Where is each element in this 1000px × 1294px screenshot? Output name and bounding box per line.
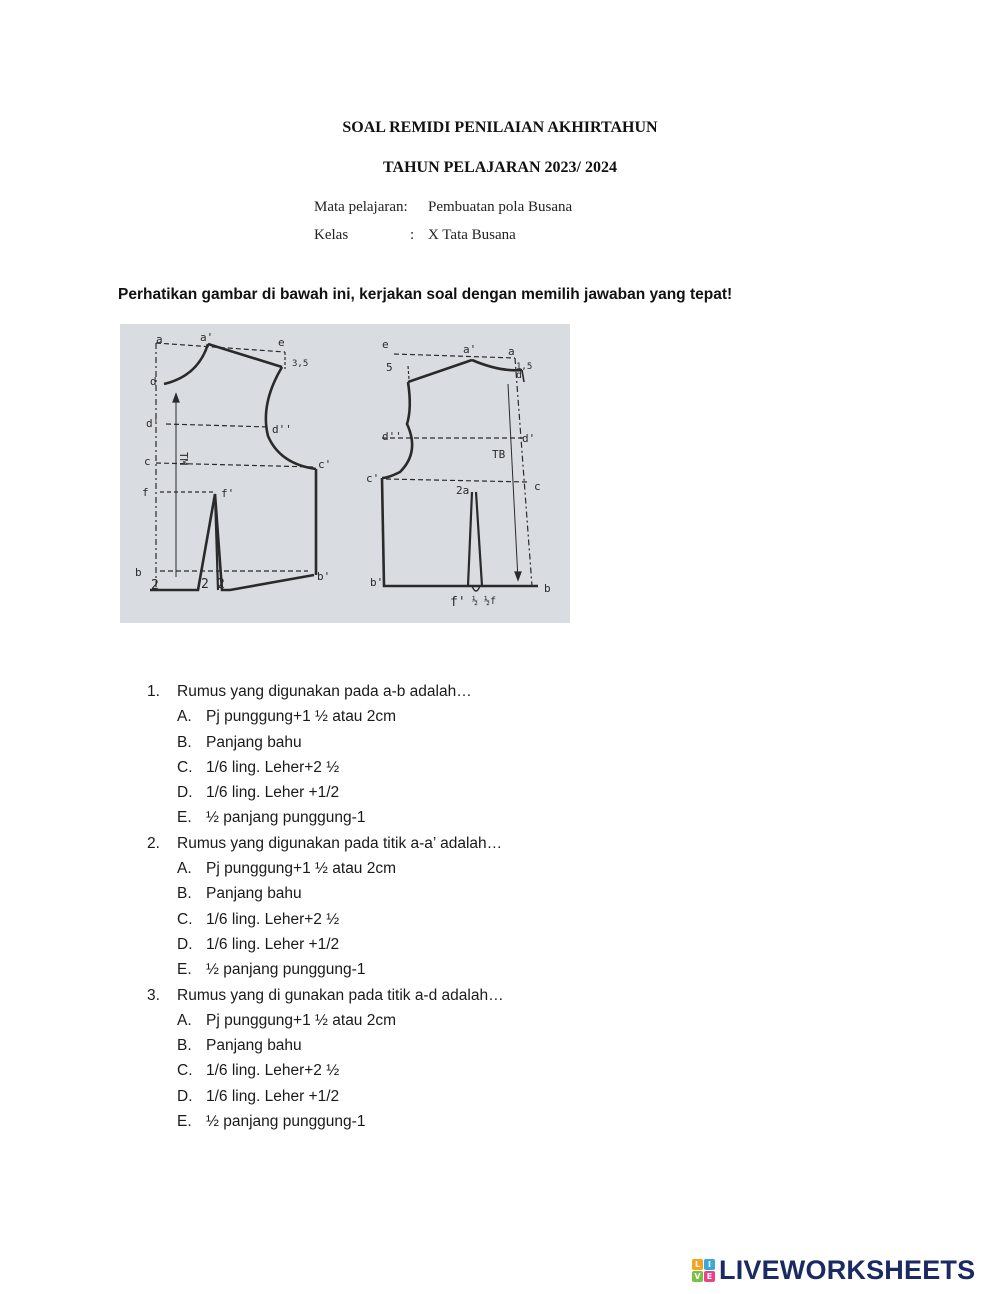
front-label-2a: 2a [456,484,470,497]
option-3c[interactable] [0,1062,1000,1087]
option-1b[interactable] [0,734,1000,759]
logo-mark-i: I [704,1259,715,1270]
back-label-c-prime: c' [318,458,332,471]
option-text: 1/6 ling. Leher +1/2 [206,1087,340,1105]
logo-mark-v: V [692,1271,703,1282]
option-3e[interactable] [0,1113,1000,1138]
back-label-a-prime: a' [200,331,214,344]
back-label-d-dprime: d'' [272,423,292,436]
option-text: 1/6 ling. Leher+2 ½ [206,758,340,776]
front-label-5: 5 [386,361,393,374]
back-label-f: f [142,486,149,499]
option-letter: D. [177,935,193,953]
front-label-a: a [508,345,515,358]
instruction: Perhatikan gambar di bawah ini, kerjakan soal dengan memilih jawaban yang tepat! [118,286,733,303]
back-label-35: 3,5 [292,359,309,369]
option-text: Pj punggung+1 ½ atau 2cm [206,1011,397,1029]
back-label-2-mid1: 2 [201,577,209,592]
question-list [0,683,1000,1138]
option-2a[interactable] [0,860,1000,885]
question-3 [0,987,1000,1012]
option-text: Panjang bahu [206,885,302,903]
option-text: Panjang bahu [206,1037,302,1055]
logo-text: LIVEWORKSHEETS [719,1254,976,1285]
back-label-f-prime: f' [221,487,235,500]
question-number: 2. [147,834,160,852]
back-label-tm: TM [177,452,190,466]
class-colon: : [410,227,415,243]
back-label-a: a [156,333,163,346]
option-letter: B. [177,1037,192,1055]
question-2 [0,835,1000,860]
option-3a[interactable] [0,1012,1000,1037]
option-2b[interactable] [0,885,1000,910]
back-label-d: d [150,375,157,388]
option-2c[interactable] [0,911,1000,936]
front-label-d-prime: d' [522,432,536,445]
option-text: 1/6 ling. Leher +1/2 [206,784,340,802]
option-text: 1/6 ling. Leher +1/2 [206,935,340,953]
question-text: Rumus yang di gunakan pada titik a-d adalah… [177,986,504,1004]
option-letter: E. [177,809,192,827]
front-label-half-f: ½ ½f [472,596,497,607]
question-text: Rumus yang digunakan pada a-b adalah… [177,683,472,700]
title-line-2: TAHUN PELAJARAN 2023/ 2024 [383,159,617,176]
class-label: Kelas [314,227,349,243]
question-1 [0,683,1000,708]
front-label-c: c [534,480,541,493]
option-text: 1/6 ling. Leher+2 ½ [206,1062,340,1080]
option-1e[interactable] [0,809,1000,834]
front-label-e: e [382,338,389,351]
option-letter: A. [177,1011,192,1029]
option-1c[interactable] [0,759,1000,784]
option-letter: A. [177,708,192,726]
option-3b[interactable] [0,1037,1000,1062]
front-label-f-prime: f' [450,595,466,610]
subject-row [314,199,572,216]
back-label-c: c [144,455,151,468]
option-1a[interactable] [0,708,1000,733]
front-label-b: b [544,582,551,595]
option-2d[interactable] [0,936,1000,961]
front-pattern [382,354,538,591]
front-label-d-dprime: d'' [382,430,402,443]
subject-value: Pembuatan pola Busana [428,199,573,215]
front-label-b-prime: b' [370,576,384,589]
option-letter: E. [177,961,192,979]
class-row [314,227,516,244]
option-text: ½ panjang punggung-1 [206,1113,366,1131]
option-letter: C. [177,910,193,928]
front-label-c-prime: c' [366,472,380,485]
option-3d[interactable] [0,1088,1000,1113]
option-letter: B. [177,885,192,903]
option-text: Panjang bahu [206,733,302,751]
subject-label: Mata pelajaran: [314,199,408,215]
back-label-d-prime: d' [146,417,160,430]
title-line-1: SOAL REMIDI PENILAIAN AKHIRTAHUN [342,119,658,136]
option-text: Pj punggung+1 ½ atau 2cm [206,708,397,726]
option-letter: D. [177,1087,193,1105]
option-text: 1/6 ling. Leher+2 ½ [206,910,340,928]
option-letter: C. [177,758,193,776]
option-text: ½ panjang punggung-1 [206,961,366,979]
back-label-b: b [135,566,142,579]
option-2e[interactable] [0,961,1000,986]
logo-mark-l: L [692,1259,703,1270]
liveworksheets-logo[interactable] [692,1253,975,1287]
front-label-15: 1,5 [516,362,533,372]
back-label-2-left: 2 [151,578,159,593]
front-label-tb: TB [492,448,506,461]
class-value: X Tata Busana [428,227,516,243]
back-label-2-mid2: 2 [217,577,225,592]
logo-mark-icon [692,1259,715,1282]
back-label-e: e [278,336,285,349]
front-label-a-prime: a' [463,343,477,356]
option-letter: C. [177,1062,193,1080]
front-label-d: d [516,370,523,381]
pattern-figure [120,324,570,623]
option-letter: D. [177,784,193,802]
option-text: ½ panjang punggung-1 [206,809,366,827]
question-number: 1. [147,683,160,700]
back-pattern [150,343,316,590]
option-text: Pj punggung+1 ½ atau 2cm [206,860,397,878]
option-letter: B. [177,733,192,751]
logo-mark-e: E [704,1271,715,1282]
option-1d[interactable] [0,784,1000,809]
question-number: 3. [147,986,160,1004]
question-text: Rumus yang digunakan pada titik a-a’ adalah… [177,834,503,852]
back-label-b-prime: b' [317,570,331,583]
option-letter: A. [177,860,192,878]
option-letter: E. [177,1113,192,1131]
